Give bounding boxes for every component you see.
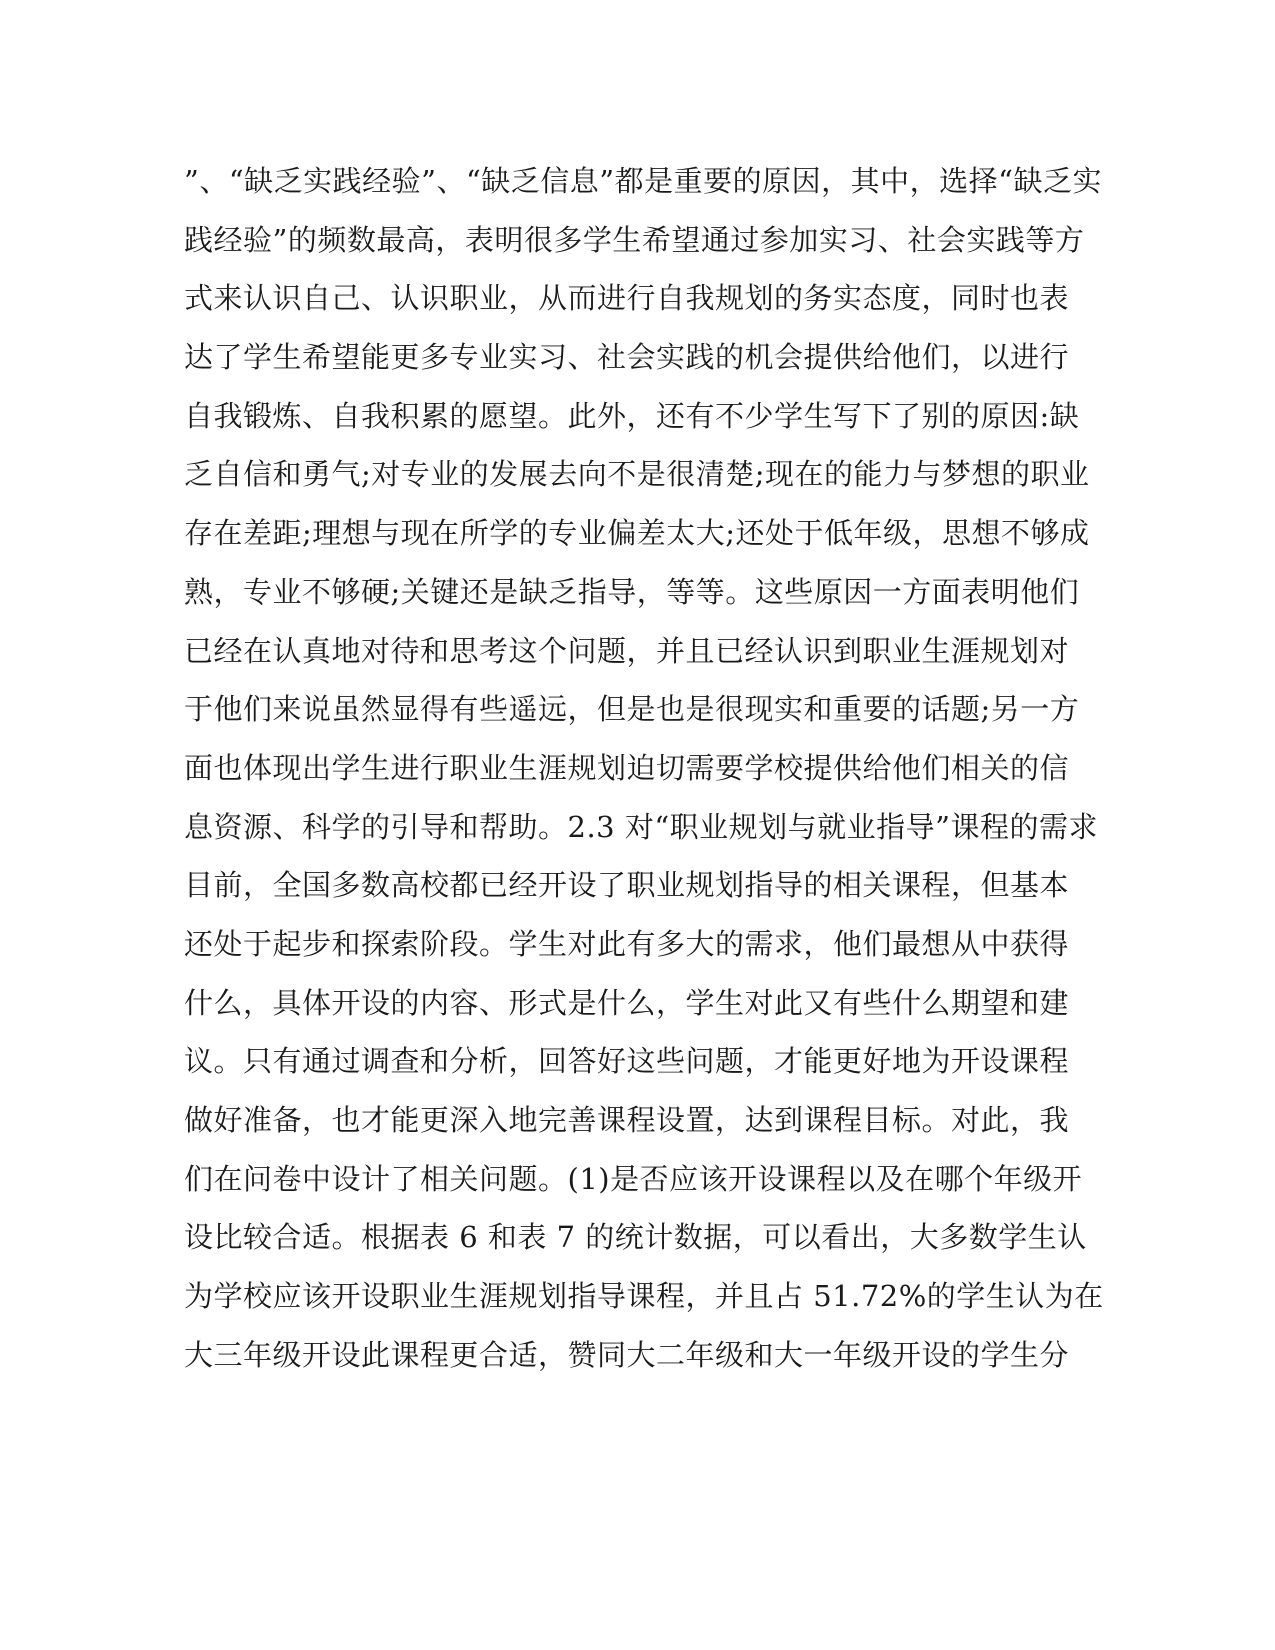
text-line: 式来认识自己、认识职业，从而进行自我规划的务实态度，同时也表 [184,281,1070,316]
text-line: 设比较合适。根据表 6 和表 7 的统计数据，可以看出，大多数学生认 [184,1220,1087,1255]
text-line: 为学校应该开设职业生涯规划指导课程，并且占 51.72%的学生认为在 [184,1279,1104,1314]
text-line: 于他们来说虽然显得有些遥远，但是也是很现实和重要的话题;另一方 [184,692,1080,727]
text-line: 自我锻炼、自我积累的愿望。此外，还有不少学生写下了别的原因:缺 [184,398,1080,433]
text-line: 面也体现出学生进行职业生涯规划迫切需要学校提供给他们相关的信 [184,750,1070,785]
text-line: 已经在认真地对待和思考这个问题，并且已经认识到职业生涯规划对 [184,633,1070,668]
text-line: 们在问卷中设计了相关问题。(1)是否应该开设课程以及在哪个年级开 [184,1161,1083,1196]
text-line: ”、“缺乏实践经验”、“缺乏信息”都是重要的原因，其中，选择“缺乏实 [184,164,1102,198]
text-line: 目前，全国多数高校都已经开设了职业规划指导的相关课程，但基本 [184,868,1070,903]
text-line: 什么，具体开设的内容、形式是什么，学生对此又有些什么期望和建 [184,985,1070,1020]
text-line: 达了学生希望能更多专业实习、社会实践的机会提供给他们，以进行 [184,340,1070,375]
text-line: 还处于起步和探索阶段。学生对此有多大的需求，他们最想从中获得 [184,926,1070,961]
text-line: 息资源、科学的引导和帮助。2.3 对“职业规划与就业指导”课程的需求 [184,809,1098,844]
text-line: 践经验”的频数最高，表明很多学生希望通过参加实习、社会实践等方 [184,222,1085,257]
text-line: 议。只有通过调查和分析，回答好这些问题，才能更好地为开设课程 [184,1044,1070,1079]
body-text [184,158,1104,1390]
text-line: 大三年级开设此课程更合适，赞同大二年级和大一年级开设的学生分 [184,1337,1070,1372]
text-line: 存在差距;理想与现在所学的专业偏差太大;还处于低年级，思想不够成 [184,516,1090,551]
text-line: 熟，专业不够硬;关键还是缺乏指导，等等。这些原因一方面表明他们 [184,574,1080,609]
text-line: 乏自信和勇气;对专业的发展去向不是很清楚;现在的能力与梦想的职业 [184,457,1090,492]
text-line: 做好准备，也才能更深入地完善课程设置，达到课程目标。对此，我 [184,1103,1070,1137]
